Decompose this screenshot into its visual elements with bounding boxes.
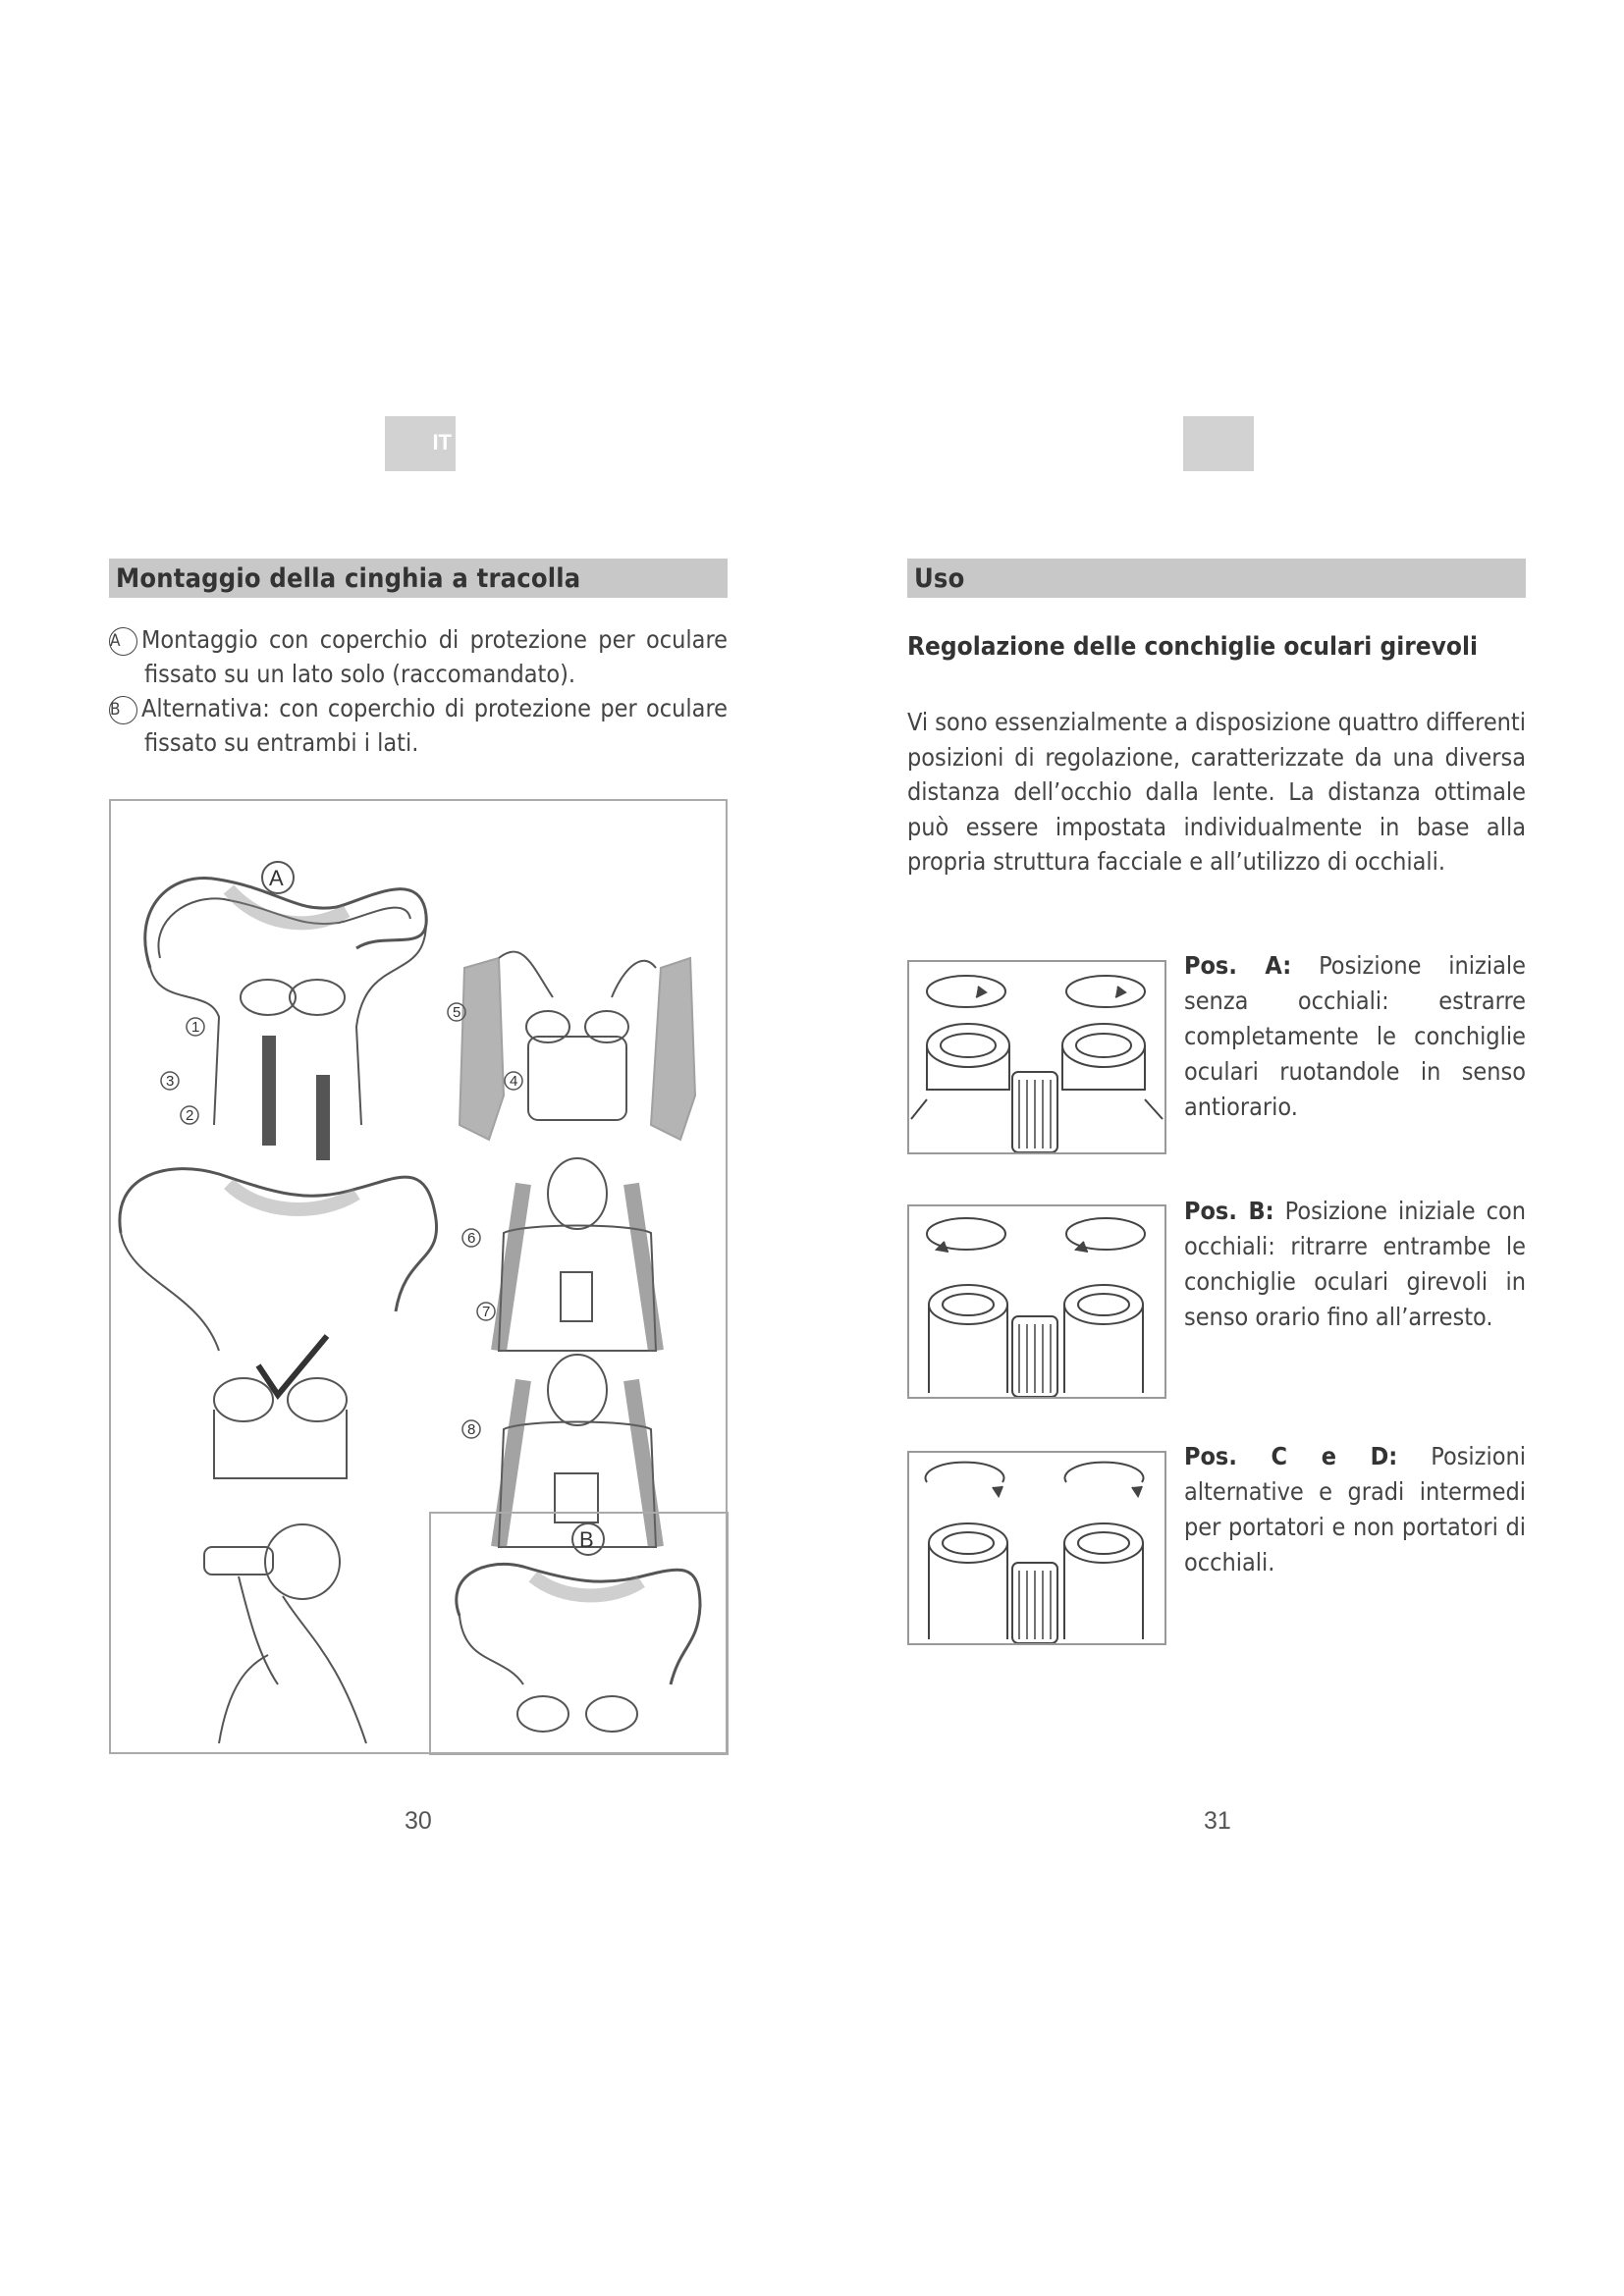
position-b-figure — [907, 1204, 1166, 1399]
step-3-label: 3 — [166, 1073, 175, 1090]
position-a-figure — [907, 960, 1166, 1154]
section-title-use: Uso — [914, 563, 965, 594]
panel-a-label: A — [269, 866, 284, 890]
position-cd-description: Posizioni alternative e gradi intermedi per portatori e non portatori di occhiali. — [1184, 1442, 1526, 1576]
strap-assembly-illustration — [111, 801, 730, 1756]
section-header-strap — [109, 559, 728, 598]
strap-instructions — [109, 622, 728, 760]
step-markers-front — [462, 1229, 495, 1438]
eyecup-position-a-illustration — [909, 962, 1164, 1152]
step-2-label: 2 — [186, 1107, 194, 1124]
strap-assembly-figure — [109, 799, 728, 1754]
page-number-right: 31 — [1204, 1807, 1231, 1835]
position-cd-figure — [907, 1451, 1166, 1645]
marker-a: A — [109, 627, 137, 656]
step-8-label: 8 — [467, 1421, 476, 1438]
position-b-label: Pos. B: — [1184, 1197, 1274, 1225]
section-title-strap: Montaggio della cinghia a tracolla — [116, 563, 581, 594]
language-tab — [385, 416, 456, 471]
position-a-text — [1184, 948, 1526, 1125]
position-cd-label: Pos. C e D: — [1184, 1442, 1398, 1470]
step-7-label: 7 — [482, 1304, 491, 1320]
position-b-text — [1184, 1194, 1526, 1335]
instruction-item-b — [109, 691, 728, 760]
position-a-label: Pos. A: — [1184, 951, 1292, 980]
page-number-left: 30 — [405, 1807, 432, 1835]
position-a-description: Posizione iniziale senza occhiali: estrarre completamente le conchiglie oculari ruotandole in senso antiorario. — [1184, 951, 1526, 1121]
step-4-label: 4 — [510, 1073, 518, 1090]
eyecups-intro: Vi sono essenzialmente a disposizione quattro differenti posizioni di regolazione, caratterizzate da una diversa distanza dell’occhio dalla lente. La distanza ottimale può essere impostata individualmente in base alla propria struttura facciale e all’utilizzo di occhiali. — [907, 708, 1526, 876]
language-tab-blank — [1183, 416, 1254, 471]
panel-strap-loop — [460, 952, 695, 1140]
panel-strap-check — [120, 1169, 437, 1478]
language-tab-label: IT — [432, 430, 452, 454]
step-markers-panel-a — [161, 1018, 204, 1124]
subheading-eyecups: Regolazione delle conchiglie oculari girevoli — [907, 632, 1478, 662]
section-header-use — [907, 559, 1526, 598]
eyecup-position-b-illustration — [909, 1206, 1164, 1397]
panel-person-front — [499, 1158, 656, 1547]
position-cd-text — [1184, 1439, 1526, 1580]
step-1-label: 1 — [191, 1019, 200, 1036]
instruction-text-b: Alternativa: con coperchio di protezione per oculare fissato su entrambi i lati. — [141, 694, 728, 757]
step-6-label: 6 — [467, 1230, 476, 1247]
instruction-item-a — [109, 622, 728, 691]
position-b-description: Posizione iniziale con occhiali: ritrarre entrambe le conchiglie oculari girevoli in senso orario fino all’arresto. — [1184, 1197, 1526, 1331]
step-5-label-left: 5 — [453, 1004, 461, 1021]
panel-person-viewing — [204, 1524, 366, 1743]
panel-b-label: B — [579, 1527, 594, 1552]
marker-b: B — [109, 696, 137, 724]
eyecup-position-cd-illustration — [909, 1453, 1164, 1643]
instruction-text-a: Montaggio con coperchio di protezione per oculare fissato su un lato solo (raccomandato). — [141, 625, 728, 688]
